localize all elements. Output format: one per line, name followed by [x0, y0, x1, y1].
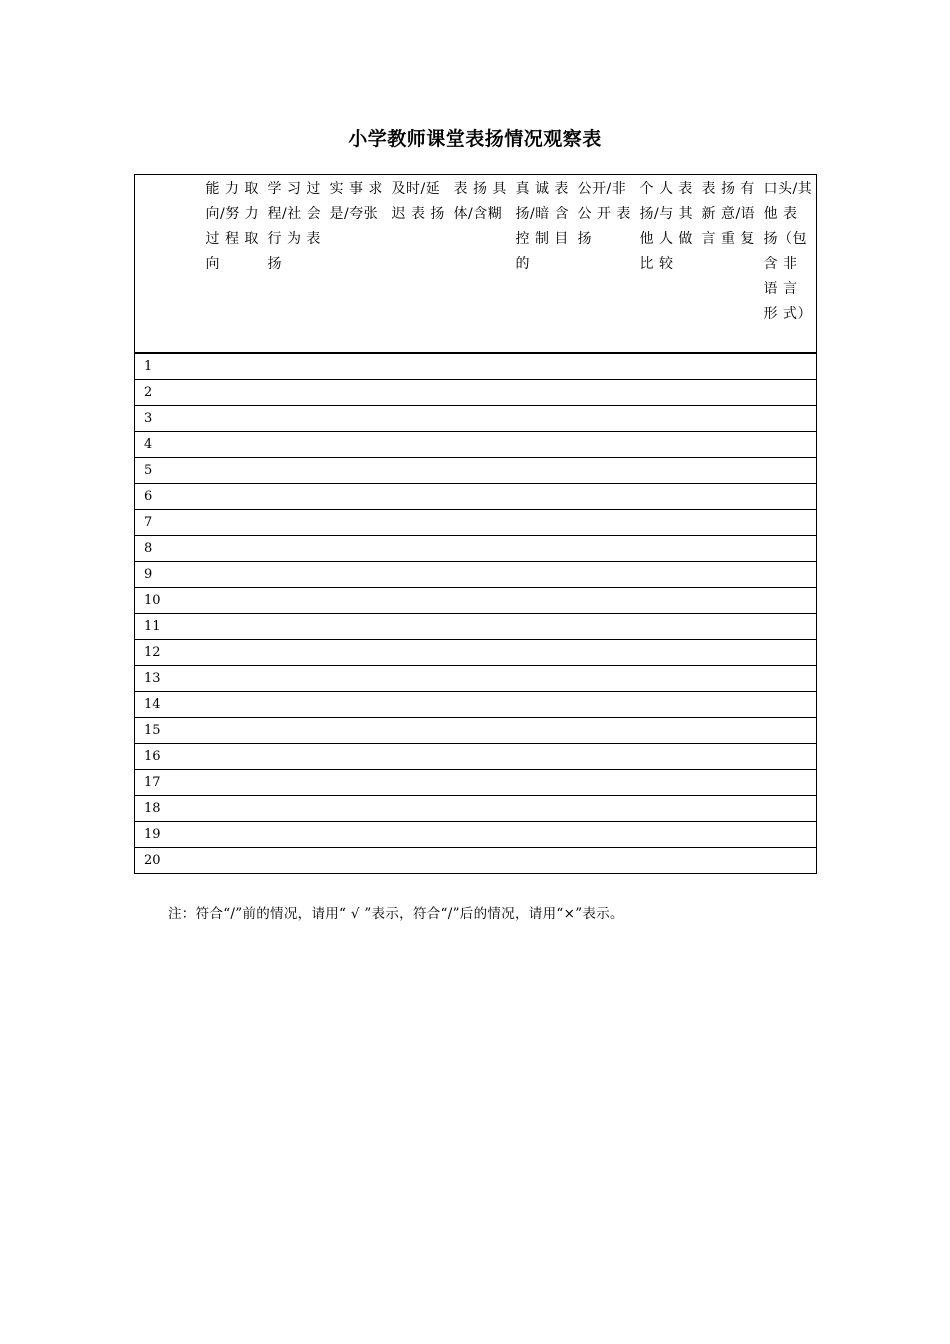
observation-cell[interactable] [510, 614, 572, 640]
observation-cell[interactable] [262, 614, 324, 640]
observation-cell[interactable] [572, 406, 634, 432]
observation-cell[interactable] [634, 562, 696, 588]
table-row [135, 536, 817, 562]
row-number: 3 [135, 406, 200, 432]
observation-cell[interactable] [696, 536, 758, 562]
observation-table [134, 174, 817, 874]
row-number: 15 [135, 718, 200, 744]
observation-cell[interactable] [262, 353, 324, 380]
observation-cell[interactable] [510, 822, 572, 848]
observation-cell[interactable] [324, 588, 386, 614]
observation-cell[interactable] [200, 510, 262, 536]
observation-cell[interactable] [510, 744, 572, 770]
observation-cell[interactable] [696, 484, 758, 510]
observation-cell[interactable] [386, 822, 448, 848]
observation-cell[interactable] [572, 380, 634, 406]
table-row [135, 822, 817, 848]
observation-cell[interactable] [262, 458, 324, 484]
observation-cell[interactable] [510, 588, 572, 614]
observation-cell[interactable] [448, 744, 510, 770]
observation-cell[interactable] [572, 353, 634, 380]
row-number: 7 [135, 510, 200, 536]
observation-cell[interactable] [758, 562, 817, 588]
observation-cell[interactable] [634, 536, 696, 562]
observation-cell[interactable] [200, 432, 262, 458]
observation-cell[interactable] [200, 822, 262, 848]
observation-cell[interactable] [262, 640, 324, 666]
observation-cell[interactable] [448, 380, 510, 406]
observation-cell[interactable] [696, 614, 758, 640]
observation-cell[interactable] [510, 536, 572, 562]
observation-cell[interactable] [200, 536, 262, 562]
observation-cell[interactable] [200, 458, 262, 484]
observation-cell[interactable] [324, 406, 386, 432]
observation-cell[interactable] [386, 510, 448, 536]
observation-cell[interactable] [448, 692, 510, 718]
row-number: 18 [135, 796, 200, 822]
observation-cell[interactable] [386, 536, 448, 562]
observation-cell[interactable] [324, 718, 386, 744]
observation-cell[interactable] [262, 692, 324, 718]
column-header-learning-social: 学 习 过程/社 会 行 为 表 扬 [262, 175, 324, 354]
table-row [135, 770, 817, 796]
observation-cell[interactable] [200, 484, 262, 510]
observation-cell[interactable] [200, 562, 262, 588]
observation-cell[interactable] [634, 510, 696, 536]
observation-cell[interactable] [262, 484, 324, 510]
observation-cell[interactable] [572, 432, 634, 458]
observation-cell[interactable] [386, 718, 448, 744]
observation-cell[interactable] [572, 562, 634, 588]
observation-cell[interactable] [572, 484, 634, 510]
observation-cell[interactable] [572, 718, 634, 744]
observation-cell[interactable] [200, 640, 262, 666]
row-number: 5 [135, 458, 200, 484]
observation-cell[interactable] [510, 353, 572, 380]
observation-cell[interactable] [386, 666, 448, 692]
observation-cell[interactable] [448, 822, 510, 848]
observation-cell[interactable] [510, 848, 572, 874]
row-number: 8 [135, 536, 200, 562]
row-number: 17 [135, 770, 200, 796]
observation-cell[interactable] [324, 796, 386, 822]
observation-cell[interactable] [200, 588, 262, 614]
observation-cell[interactable] [758, 770, 817, 796]
observation-cell[interactable] [634, 353, 696, 380]
observation-cell[interactable] [324, 822, 386, 848]
column-header-specific-vague: 表 扬 具体/含糊 [448, 175, 510, 354]
observation-cell[interactable] [324, 614, 386, 640]
observation-cell[interactable] [510, 380, 572, 406]
observation-cell[interactable] [696, 588, 758, 614]
observation-cell[interactable] [572, 614, 634, 640]
observation-cell[interactable] [696, 510, 758, 536]
observation-cell[interactable] [324, 744, 386, 770]
observation-cell[interactable] [448, 458, 510, 484]
observation-cell[interactable] [696, 848, 758, 874]
observation-cell[interactable] [696, 796, 758, 822]
observation-cell[interactable] [572, 536, 634, 562]
observation-cell[interactable] [262, 718, 324, 744]
observation-cell[interactable] [386, 692, 448, 718]
observation-cell[interactable] [262, 536, 324, 562]
observation-cell[interactable] [200, 796, 262, 822]
table-row [135, 744, 817, 770]
table-row [135, 562, 817, 588]
observation-cell[interactable] [572, 640, 634, 666]
observation-cell[interactable] [758, 353, 817, 380]
table-row [135, 353, 817, 380]
observation-cell[interactable] [758, 588, 817, 614]
observation-cell[interactable] [200, 380, 262, 406]
table-row [135, 614, 817, 640]
observation-cell[interactable] [634, 692, 696, 718]
observation-cell[interactable] [634, 432, 696, 458]
observation-cell[interactable] [758, 666, 817, 692]
row-number: 20 [144, 853, 161, 868]
observation-cell[interactable] [386, 458, 448, 484]
table-row [135, 640, 817, 666]
observation-cell[interactable] [634, 484, 696, 510]
table-row [135, 510, 817, 536]
observation-cell[interactable] [262, 432, 324, 458]
observation-cell[interactable] [510, 510, 572, 536]
observation-cell[interactable] [696, 406, 758, 432]
observation-cell[interactable] [510, 718, 572, 744]
observation-cell[interactable] [200, 744, 262, 770]
observation-cell[interactable] [696, 458, 758, 484]
row-number: 12 [135, 640, 200, 666]
observation-cell[interactable] [200, 353, 262, 380]
observation-cell[interactable] [758, 744, 817, 770]
observation-cell[interactable] [448, 562, 510, 588]
observation-cell[interactable] [386, 380, 448, 406]
observation-cell[interactable] [572, 458, 634, 484]
observation-cell[interactable] [696, 562, 758, 588]
table-row [135, 380, 817, 406]
row-number: 4 [135, 432, 200, 458]
observation-cell[interactable] [448, 484, 510, 510]
observation-cell[interactable] [510, 770, 572, 796]
observation-cell[interactable] [448, 406, 510, 432]
row-number: 1 [135, 353, 200, 380]
observation-cell[interactable] [324, 692, 386, 718]
observation-cell[interactable] [200, 770, 262, 796]
column-header-sincere-controlling: 真 诚 表扬/暗 含 控 制 目 的 [510, 175, 572, 354]
observation-cell[interactable] [262, 562, 324, 588]
observation-cell[interactable] [324, 562, 386, 588]
observation-cell[interactable] [758, 796, 817, 822]
row-number: 16 [135, 744, 200, 770]
observation-cell[interactable] [634, 406, 696, 432]
observation-cell[interactable] [448, 666, 510, 692]
observation-cell[interactable] [448, 770, 510, 796]
observation-cell[interactable] [324, 432, 386, 458]
observation-cell[interactable] [386, 432, 448, 458]
observation-cell[interactable] [262, 666, 324, 692]
table-row [135, 718, 817, 744]
observation-cell[interactable] [448, 588, 510, 614]
table-row [135, 484, 817, 510]
observation-cell[interactable] [696, 432, 758, 458]
observation-cell[interactable] [448, 848, 510, 874]
observation-cell[interactable] [200, 692, 262, 718]
row-number: 19 [135, 822, 200, 848]
observation-cell[interactable] [572, 666, 634, 692]
table-row [135, 692, 817, 718]
observation-cell[interactable] [262, 380, 324, 406]
observation-cell[interactable] [324, 380, 386, 406]
observation-cell[interactable] [696, 822, 758, 848]
observation-cell[interactable] [510, 666, 572, 692]
table-row [135, 406, 817, 432]
observation-cell[interactable] [510, 796, 572, 822]
observation-cell[interactable] [696, 744, 758, 770]
table-row [135, 458, 817, 484]
table-row [135, 666, 817, 692]
observation-cell[interactable] [386, 406, 448, 432]
observation-cell[interactable] [448, 796, 510, 822]
observation-cell[interactable] [572, 744, 634, 770]
observation-cell[interactable] [386, 353, 448, 380]
observation-cell[interactable] [262, 510, 324, 536]
observation-cell[interactable] [386, 848, 448, 874]
observation-cell[interactable] [510, 432, 572, 458]
observation-cell[interactable] [324, 770, 386, 796]
observation-cell[interactable] [510, 458, 572, 484]
observation-cell[interactable] [758, 406, 817, 432]
observation-cell[interactable] [696, 666, 758, 692]
observation-cell[interactable] [758, 614, 817, 640]
observation-cell[interactable] [696, 353, 758, 380]
observation-cell[interactable] [634, 458, 696, 484]
observation-cell[interactable] [634, 640, 696, 666]
observation-cell[interactable] [324, 848, 386, 874]
observation-cell[interactable] [634, 718, 696, 744]
observation-cell[interactable] [510, 562, 572, 588]
observation-cell[interactable] [572, 822, 634, 848]
observation-cell[interactable] [262, 770, 324, 796]
observation-cell[interactable] [572, 770, 634, 796]
observation-cell[interactable] [386, 744, 448, 770]
observation-cell[interactable] [758, 380, 817, 406]
column-header-realistic-exaggerated: 实 事 求是/夸张 [324, 175, 386, 354]
row-number: 14 [135, 692, 200, 718]
observation-cell[interactable] [324, 484, 386, 510]
observation-cell[interactable] [696, 380, 758, 406]
observation-cell[interactable] [448, 718, 510, 744]
observation-cell[interactable] [200, 614, 262, 640]
observation-cell[interactable] [386, 796, 448, 822]
column-header-timely-delayed: 及时/延 迟 表 扬 [386, 175, 448, 354]
observation-cell[interactable] [510, 640, 572, 666]
table-header-row [135, 175, 817, 354]
observation-cell[interactable] [386, 770, 448, 796]
observation-cell[interactable] [262, 848, 324, 874]
column-header-public-private: 公开/非 公 开 表 扬 [572, 175, 634, 354]
observation-cell[interactable] [386, 484, 448, 510]
observation-cell[interactable] [758, 510, 817, 536]
observation-cell[interactable] [696, 770, 758, 796]
column-header-individual-comparison: 个 人 表扬/与 其 他 人 做 比 较 [634, 175, 696, 354]
observation-cell[interactable] [572, 796, 634, 822]
row-number: 6 [135, 484, 200, 510]
observation-cell[interactable] [200, 848, 262, 874]
observation-cell[interactable] [634, 744, 696, 770]
column-header-verbal-other: 口头/其 他 表 扬（包含 非 语 言 形 式） [758, 175, 817, 354]
observation-cell[interactable] [758, 432, 817, 458]
observation-cell[interactable] [510, 484, 572, 510]
observation-cell[interactable] [262, 588, 324, 614]
observation-cell[interactable] [386, 640, 448, 666]
observation-cell[interactable] [324, 536, 386, 562]
row-number: 13 [135, 666, 200, 692]
observation-cell[interactable] [324, 510, 386, 536]
observation-cell[interactable] [448, 614, 510, 640]
observation-cell[interactable] [758, 484, 817, 510]
observation-cell[interactable] [386, 562, 448, 588]
table-row [135, 796, 817, 822]
observation-cell[interactable] [572, 848, 634, 874]
row-number: 2 [135, 380, 200, 406]
footnote: 注：符合“/”前的情况，请用“ √ ”表示，符合“/”后的情况，请用“×”表示。 [168, 906, 624, 922]
observation-cell[interactable] [758, 640, 817, 666]
observation-cell[interactable] [696, 640, 758, 666]
observation-cell[interactable] [758, 848, 817, 874]
observation-cell[interactable] [262, 744, 324, 770]
observation-cell[interactable] [634, 666, 696, 692]
observation-cell[interactable] [572, 588, 634, 614]
row-number: 10 [135, 588, 200, 614]
observation-cell[interactable] [448, 432, 510, 458]
observation-cell[interactable] [572, 510, 634, 536]
observation-cell[interactable] [448, 640, 510, 666]
observation-cell[interactable] [262, 406, 324, 432]
observation-cell[interactable] [758, 458, 817, 484]
observation-cell[interactable] [634, 848, 696, 874]
page-title: 小学教师课堂表扬情况观察表 [348, 128, 602, 150]
observation-cell[interactable] [696, 692, 758, 718]
table-row [135, 848, 817, 874]
observation-cell[interactable] [634, 380, 696, 406]
observation-cell[interactable] [200, 718, 262, 744]
observation-cell[interactable] [634, 796, 696, 822]
observation-cell[interactable] [324, 666, 386, 692]
table-row [135, 432, 817, 458]
observation-cell[interactable] [448, 510, 510, 536]
observation-cell[interactable] [510, 406, 572, 432]
observation-cell[interactable] [448, 353, 510, 380]
column-header-novel-repetitive: 表 扬 有 新 意/语 言 重 复 [696, 175, 758, 354]
observation-cell[interactable] [634, 588, 696, 614]
observation-cell[interactable] [324, 640, 386, 666]
observation-cell[interactable] [634, 822, 696, 848]
observation-cell[interactable] [200, 666, 262, 692]
table-body [135, 353, 817, 874]
observation-cell[interactable] [448, 536, 510, 562]
observation-cell[interactable] [386, 588, 448, 614]
column-header-ability-effort: 能 力 取向/努 力 过 程 取向 [200, 175, 262, 354]
observation-cell[interactable] [200, 406, 262, 432]
observation-cell[interactable] [758, 718, 817, 744]
observation-cell[interactable] [634, 770, 696, 796]
observation-cell[interactable] [324, 353, 386, 380]
row-number: 11 [135, 614, 200, 640]
observation-cell[interactable] [758, 822, 817, 848]
observation-cell[interactable] [758, 536, 817, 562]
row-number: 9 [135, 562, 200, 588]
table-row [135, 588, 817, 614]
observation-cell[interactable] [572, 692, 634, 718]
observation-cell[interactable] [262, 796, 324, 822]
observation-cell[interactable] [510, 692, 572, 718]
observation-cell[interactable] [324, 458, 386, 484]
column-header-index [135, 175, 200, 354]
observation-cell[interactable] [262, 822, 324, 848]
observation-cell[interactable] [696, 718, 758, 744]
observation-cell[interactable] [386, 614, 448, 640]
observation-cell[interactable] [634, 614, 696, 640]
observation-cell[interactable] [758, 692, 817, 718]
